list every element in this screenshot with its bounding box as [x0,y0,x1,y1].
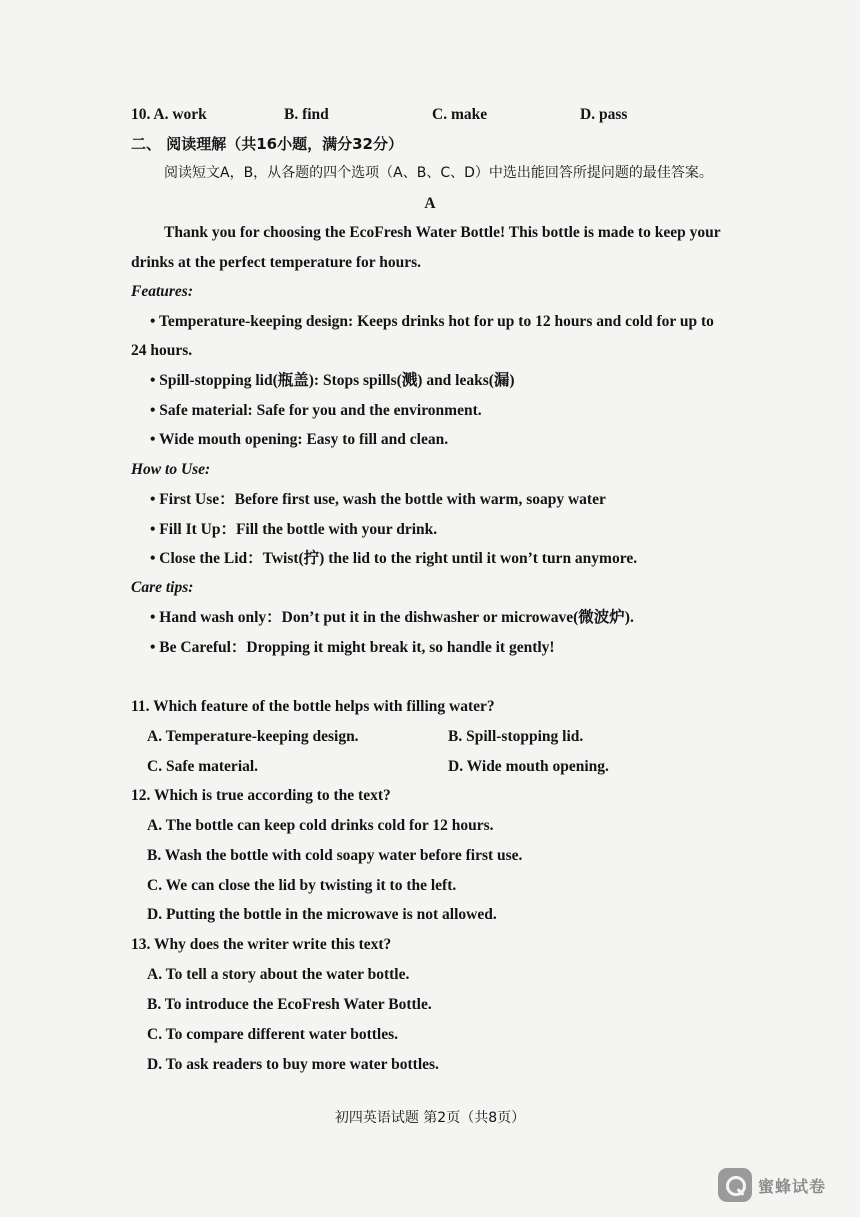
q13-option-c: C. To compare different water bottles. [147,1026,398,1043]
care-item: • Be Careful：Dropping it might break it, so handle it gently! [150,639,555,656]
q11-option-d: D. Wide mouth opening. [448,758,609,775]
q12-option-a: A. The bottle can keep cold drinks cold for 12 hours. [147,817,494,834]
howto-item: • Fill It Up：Fill the bottle with your drink. [150,521,438,538]
q10-option-c: C. make [432,106,488,123]
q10-option-a [131,105,207,125]
q10-option-a-text: A. work [153,106,207,123]
q11-option-c: C. Safe material. [147,758,259,775]
passage-intro-line-1: Thank you for choosing the EcoFresh Water Bottle! This bottle is made to keep your [164,224,721,241]
q13-option-b: B. To introduce the EcoFresh Water Bottle. [147,996,432,1013]
section-instruction: 阅读短文A，B，从各题的四个选项（A、B、C、D）中选出能回答所提问题的最佳答案。 [164,165,713,181]
q12-option-d: D. Putting the bottle in the microwave is not allowed. [147,906,497,923]
q13-option-a: A. To tell a story about the water bottle. [147,966,410,983]
watermark-text: 蜜蜂试卷 [758,1176,827,1196]
q12-option-b: B. Wash the bottle with cold soapy water before first use. [147,847,523,864]
feature-item: • Safe material: Safe for you and the environment. [150,402,482,419]
q12-option-c: C. We can close the lid by twisting it to the left. [147,877,457,894]
care-heading: Care tips: [131,579,194,596]
watermark [718,1168,826,1202]
q11-option-b: B. Spill-stopping lid. [448,728,584,745]
feature-item: • Temperature-keeping design: Keeps drinks hot for up to 12 hours and cold for up to [150,313,714,330]
q10-option-b: B. find [284,106,329,123]
features-heading: Features: [131,283,193,300]
feature-item: • Spill-stopping lid(瓶盖): Stops spills(溅) and leaks(漏) [150,372,515,389]
page-footer: 初四英语试题 第2页（共8页） [334,1110,526,1126]
q11-stem: 11. Which feature of the bottle helps with filling water? [131,698,495,715]
search-q-icon [718,1168,752,1202]
care-item: • Hand wash only：Don’t put it in the dishwasher or microwave(微波炉). [150,609,634,626]
howto-heading: How to Use: [131,461,211,478]
q13-stem: 13. Why does the writer write this text? [131,936,392,953]
howto-item: • First Use：Before first use, wash the bottle with warm, soapy water [150,491,606,508]
q10-option-d: D. pass [580,106,628,123]
passage-label: A [424,195,436,212]
feature-item: • Wide mouth opening: Easy to fill and clean. [150,431,449,448]
q10-number: 10. [131,106,151,123]
feature-item-continued: 24 hours. [131,342,193,359]
passage-intro-line-2: drinks at the perfect temperature for hours. [131,254,421,271]
q11-option-a: A. Temperature-keeping design. [147,728,359,745]
howto-item: • Close the Lid：Twist(拧) the lid to the right until it won’t turn anymore. [150,550,638,567]
q12-stem: 12. Which is true according to the text? [131,787,391,804]
section-heading: 二、 阅读理解（共16小题，满分32分） [131,135,403,153]
q13-option-d: D. To ask readers to buy more water bottles. [147,1056,439,1073]
